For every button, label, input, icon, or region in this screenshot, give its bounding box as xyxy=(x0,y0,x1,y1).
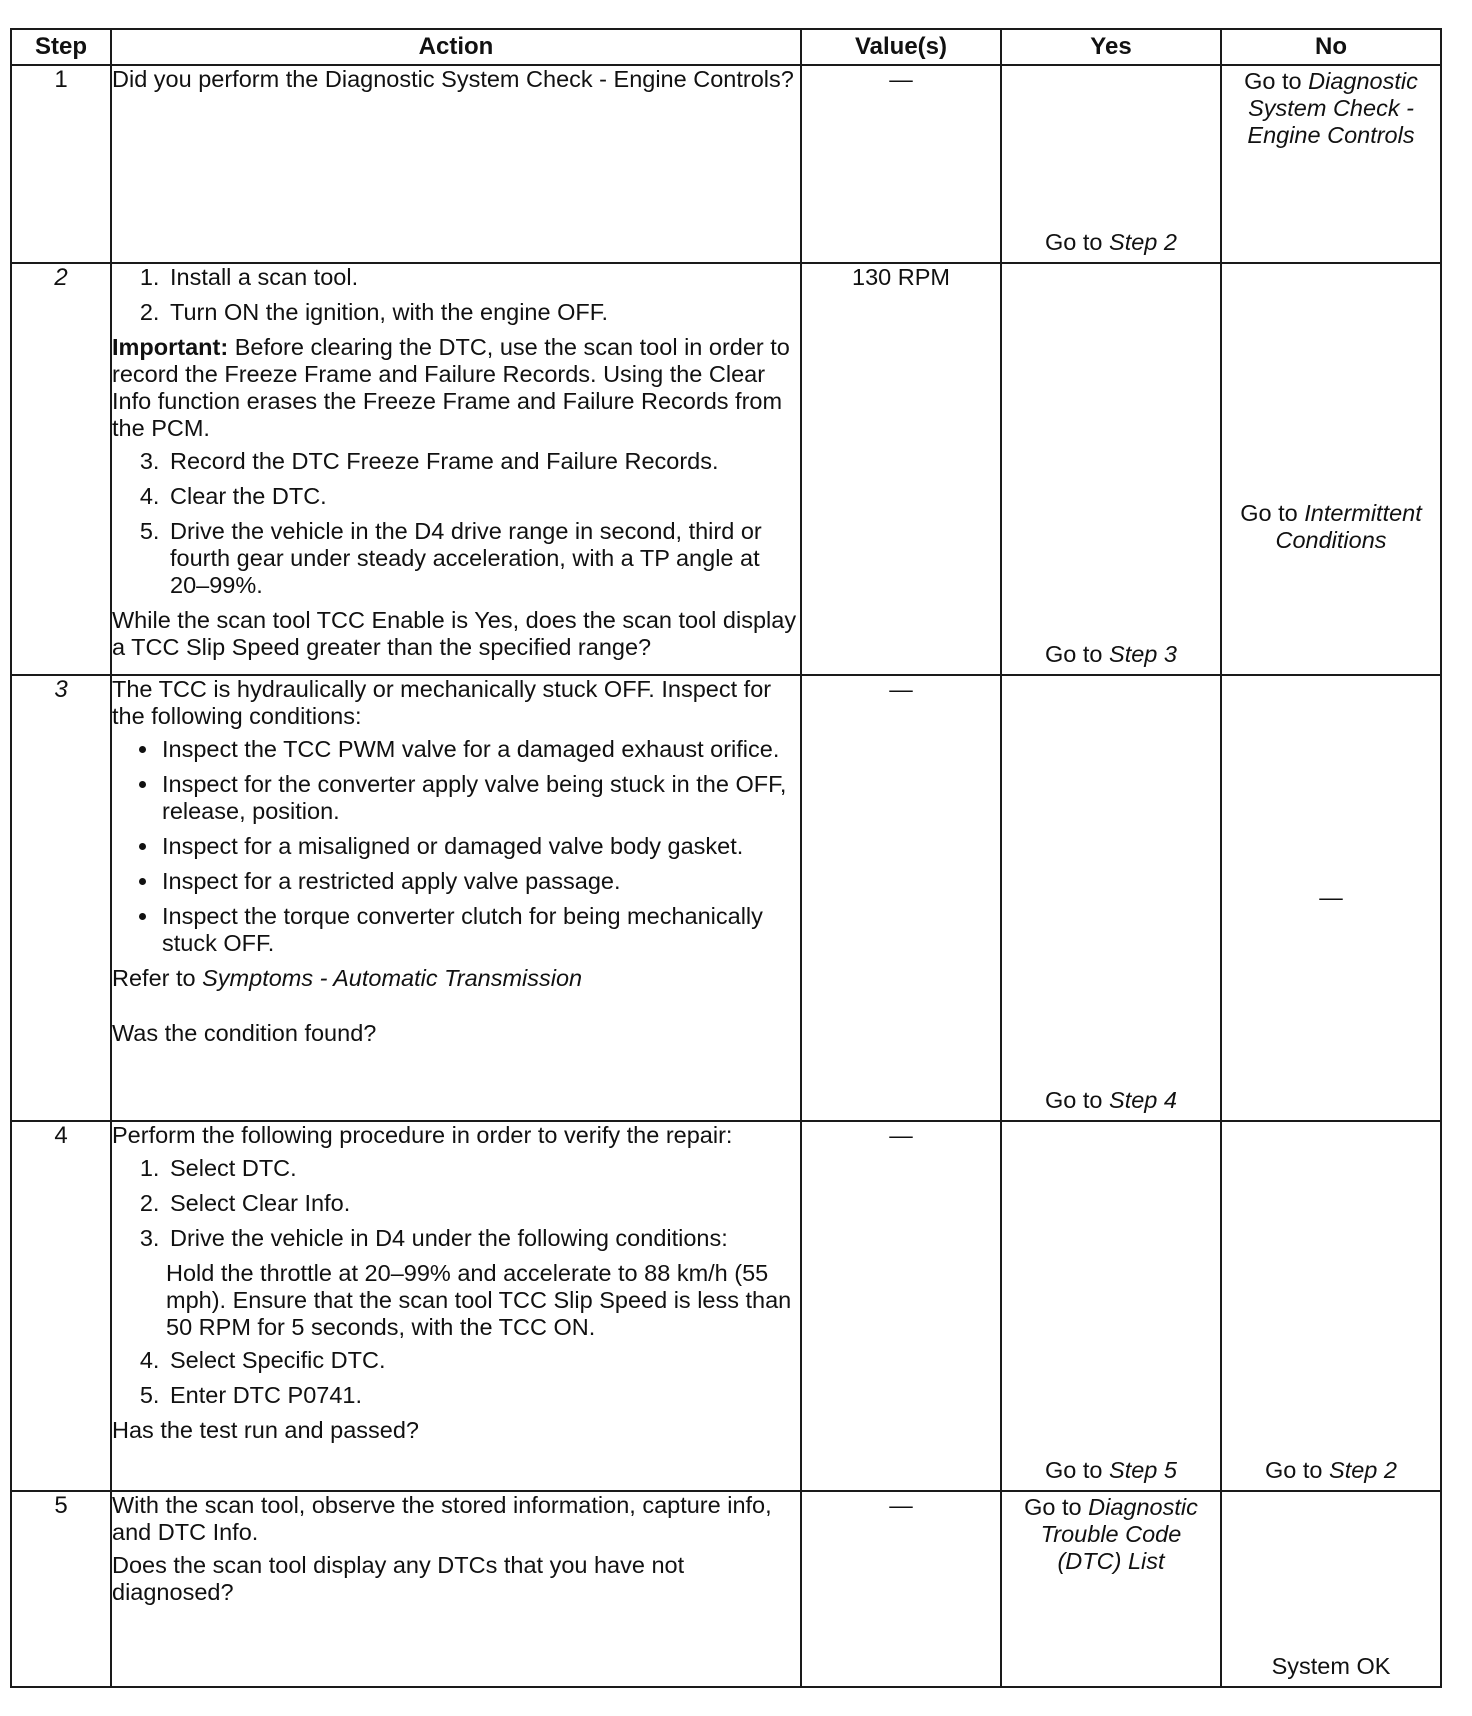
header-no: No xyxy=(1221,29,1441,65)
action-cell xyxy=(111,263,801,675)
header-values: Value(s) xyxy=(801,29,1001,65)
table-row xyxy=(11,675,1441,1121)
yes-cell xyxy=(1001,65,1221,263)
yes-goto[interactable]: Go to Step 4 xyxy=(1045,1086,1177,1113)
list-item: • Inspect the TCC PWM valve for a damaged exhaust orifice. xyxy=(160,736,800,763)
no-goto[interactable]: Go to Diagnostic System Check - Engine Controls xyxy=(1244,68,1418,149)
procedure-list xyxy=(112,448,800,599)
procedure-list xyxy=(112,264,800,326)
action-cell xyxy=(111,65,801,263)
action-text: With the scan tool, observe the stored information, capture info, and DTC Info. xyxy=(112,1492,772,1546)
yes-cell xyxy=(1001,1491,1221,1687)
value-cell: — xyxy=(801,675,1001,1121)
no-result: System OK xyxy=(1271,1652,1391,1679)
value-cell: — xyxy=(801,1121,1001,1491)
diagnostic-table xyxy=(10,28,1442,1688)
list-item: 5. Drive the vehicle in the D4 drive range in second, third or fourth gear under steady acceleration, with a TP angle at 20–99%. xyxy=(166,518,800,599)
table-row xyxy=(11,263,1441,675)
question-text: While the scan tool TCC Enable is Yes, does the scan tool display a TCC Slip Speed greater than the specified range? xyxy=(112,607,797,661)
yes-goto[interactable]: Go to Step 3 xyxy=(1045,640,1177,667)
no-cell xyxy=(1221,65,1441,263)
no-cell xyxy=(1221,1121,1441,1491)
action-text: Did you perform the Diagnostic System Check - Engine Controls? xyxy=(112,66,794,92)
step-number: 1 xyxy=(11,65,111,263)
action-cell xyxy=(111,675,801,1121)
list-item: 1. Install a scan tool. xyxy=(166,264,800,291)
table-row xyxy=(11,65,1441,263)
list-item: • Inspect for the converter apply valve being stuck in the OFF, release, position. xyxy=(160,771,800,825)
yes-goto[interactable]: Go to Step 2 xyxy=(1045,228,1177,255)
value-cell: — xyxy=(801,1491,1001,1687)
header-row xyxy=(11,29,1441,65)
procedure-list xyxy=(112,1347,800,1409)
yes-cell xyxy=(1001,675,1221,1121)
procedure-list xyxy=(112,1155,800,1252)
step-number: 2 xyxy=(11,263,111,675)
action-cell xyxy=(111,1121,801,1491)
refer-text: Refer to Symptoms - Automatic Transmission xyxy=(112,965,583,992)
yes-cell xyxy=(1001,263,1221,675)
intro-text: Perform the following procedure in order to verify the repair: xyxy=(112,1122,733,1148)
header-action: Action xyxy=(111,29,801,65)
yes-goto[interactable]: Go to Step 5 xyxy=(1045,1456,1177,1483)
value-cell: — xyxy=(801,65,1001,263)
yes-goto[interactable]: Go to Diagnostic Trouble Code (DTC) List xyxy=(1024,1494,1198,1575)
no-cell xyxy=(1221,1491,1441,1687)
no-goto[interactable]: Go to Intermittent Conditions xyxy=(1240,500,1422,554)
table-row xyxy=(11,1491,1441,1687)
step-number: 3 xyxy=(11,675,111,1121)
step-number: 4 xyxy=(11,1121,111,1491)
action-cell xyxy=(111,1491,801,1687)
header-yes: Yes xyxy=(1001,29,1221,65)
important-note: Important: Before clearing the DTC, use the scan tool in order to record the Freeze Frame and Failure Records. Using the Clear Info function erases the Freeze Frame and Failure Records from the PCM. xyxy=(112,334,790,442)
list-item: • Inspect for a restricted apply valve passage. xyxy=(160,868,800,895)
list-item: 2. Select Clear Info. xyxy=(166,1190,800,1217)
question-text: Does the scan tool display any DTCs that you have not diagnosed? xyxy=(112,1552,685,1606)
header-step: Step xyxy=(11,29,111,65)
no-cell: — xyxy=(1221,675,1441,1121)
list-item: • Inspect the torque converter clutch for being mechanically stuck OFF. xyxy=(160,903,800,957)
list-item: 3. Drive the vehicle in D4 under the following conditions: xyxy=(166,1225,800,1252)
list-item: 1. Select DTC. xyxy=(166,1155,800,1182)
no-cell xyxy=(1221,263,1441,675)
no-goto[interactable]: Go to Step 2 xyxy=(1265,1456,1397,1483)
question-text: Has the test run and passed? xyxy=(112,1417,420,1444)
list-item: 3. Record the DTC Freeze Frame and Failure Records. xyxy=(166,448,800,475)
value-cell: 130 RPM xyxy=(801,263,1001,675)
step-number: 5 xyxy=(11,1491,111,1687)
inspection-list xyxy=(112,736,800,957)
question-text: Was the condition found? xyxy=(112,1020,377,1047)
yes-cell xyxy=(1001,1121,1221,1491)
list-item: • Inspect for a misaligned or damaged valve body gasket. xyxy=(160,833,800,860)
condition-text: Hold the throttle at 20–99% and accelerate to 88 km/h (55 mph). Ensure that the scan tool TCC Slip Speed is less than 50 RPM for 5 seconds, with the TCC ON. xyxy=(166,1260,792,1341)
list-item: 5. Enter DTC P0741. xyxy=(166,1382,800,1409)
refer-link[interactable]: Symptoms - Automatic Transmission xyxy=(202,965,583,992)
list-item: 2. Turn ON the ignition, with the engine OFF. xyxy=(166,299,800,326)
table-row xyxy=(11,1121,1441,1491)
list-item: 4. Select Specific DTC. xyxy=(166,1347,800,1374)
intro-text: The TCC is hydraulically or mechanically stuck OFF. Inspect for the following conditions: xyxy=(112,676,772,730)
list-item: 4. Clear the DTC. xyxy=(166,483,800,510)
